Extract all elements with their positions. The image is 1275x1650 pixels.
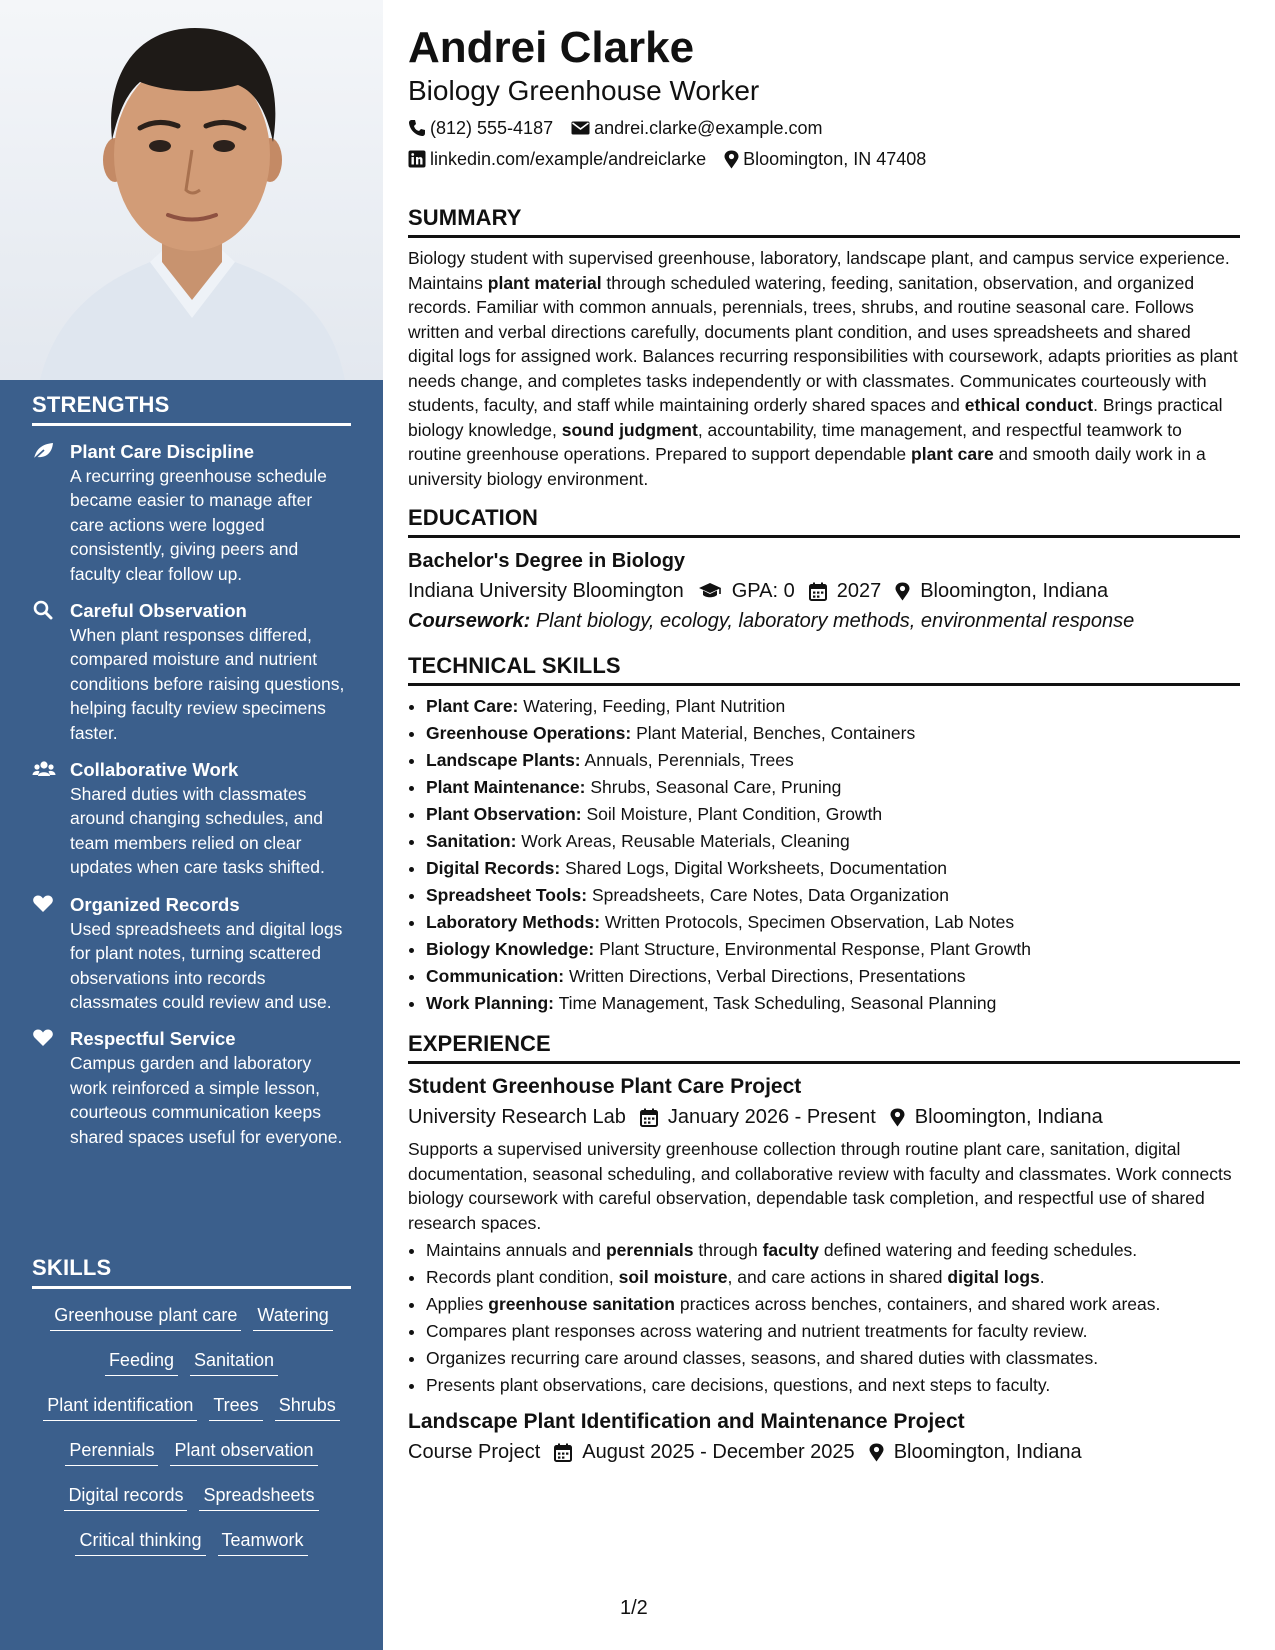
text-run: Presents plant observations, care decisions, questions, and next steps to faculty.	[426, 1375, 1051, 1395]
skill-tag: Digital records	[64, 1481, 187, 1511]
job-description: Supports a supervised university greenhouse collection through routine plant care, sanitation, digital documentation, seasonal scheduling, and collaborative review with faculty and classmates. Work connects biology coursework with careful observation, dependable task completion, and respectful use of shared research spaces.	[408, 1139, 1232, 1233]
skill-label: Work Planning:	[426, 993, 555, 1013]
list-item	[426, 855, 1240, 882]
linkedin-contact[interactable]	[408, 147, 706, 171]
users-icon	[32, 759, 54, 779]
skill-value: Written Directions, Verbal Directions, Presentations	[568, 966, 966, 986]
email-text: andrei.clarke@example.com	[594, 118, 823, 138]
skill-tag: Trees	[209, 1391, 262, 1421]
coursework-label: Coursework:	[408, 610, 531, 632]
text-run: practices across benches, containers, and shared work areas.	[674, 1294, 1161, 1314]
list-item	[426, 801, 1240, 828]
person-name: Andrei Clarke	[408, 23, 695, 72]
skill-label: Sanitation:	[426, 831, 517, 851]
job-dates-text: August 2025 - December 2025	[582, 1441, 855, 1463]
list-item	[426, 720, 1240, 747]
job-location	[890, 1103, 1103, 1131]
strength-text: Shared duties with classmates around changing schedules, and team members relied on clear updates when care tasks shifted.	[70, 784, 325, 878]
summary-text	[408, 246, 1240, 491]
skill-label: Plant Observation:	[426, 804, 582, 824]
skill-value: Written Protocols, Specimen Observation, Lab Notes	[604, 912, 1015, 932]
job-dates	[554, 1438, 854, 1466]
strength-text: A recurring greenhouse schedule became easier to manage after care actions were logged consistently, giving peers and faculty clear follow up.	[70, 466, 327, 584]
strengths-heading: STRENGTHS	[32, 392, 351, 426]
list-item	[426, 693, 1240, 720]
skill-tag: Perennials	[65, 1436, 158, 1466]
text-run: through	[693, 1240, 763, 1260]
contact-row	[408, 147, 1240, 171]
text-run: defined watering and feeding schedules.	[819, 1240, 1138, 1260]
calendar-icon	[554, 1443, 572, 1462]
list-item	[426, 828, 1240, 855]
skill-label: Communication:	[426, 966, 565, 986]
map-pin-icon	[890, 1108, 905, 1127]
list-item	[426, 1345, 1240, 1372]
list-item	[426, 747, 1240, 774]
summary-heading: SUMMARY	[408, 205, 1240, 238]
job-title: Landscape Plant Identification and Maintenance Project	[408, 1410, 965, 1433]
job-dates	[640, 1103, 876, 1131]
skill-label: Laboratory Methods:	[426, 912, 601, 932]
list-item	[426, 1318, 1240, 1345]
skill-tag: Greenhouse plant care	[50, 1301, 241, 1331]
skill-value: Watering, Feeding, Plant Nutrition	[523, 696, 786, 716]
linkedin-text: linkedin.com/example/andreiclarke	[430, 149, 707, 169]
text-run: Organizes recurring care around classes, seasons, and shared duties with classmates.	[426, 1348, 1099, 1368]
technical-skills-list	[408, 693, 1240, 1017]
strength-text: Campus garden and laboratory work reinforced a simple lesson, courteous communication keeps shared spaces useful for everyone.	[70, 1053, 343, 1147]
education-heading: EDUCATION	[408, 505, 1240, 538]
summary-section	[408, 205, 1240, 491]
skill-value: Shrubs, Seasonal Care, Pruning	[590, 777, 842, 797]
skill-value: Soil Moisture, Plant Condition, Growth	[586, 804, 883, 824]
text-run: and smooth daily work in a university biology environment.	[408, 444, 1206, 489]
technical-skills-heading: TECHNICAL SKILLS	[408, 653, 1240, 686]
text-run: Applies	[426, 1294, 489, 1314]
text-run: Biology student with supervised greenhouse, laboratory, landscape plant, and campus service experience. Maintains	[408, 248, 1230, 293]
technical-skills-section	[408, 653, 1240, 1017]
job-bullets	[408, 1237, 1240, 1399]
skills-heading: SKILLS	[32, 1255, 351, 1289]
list-item	[426, 1291, 1240, 1318]
strengths-section	[32, 392, 351, 1149]
heart-icon	[32, 1028, 54, 1048]
skill-tag: Plant observation	[170, 1436, 317, 1466]
strength-item	[32, 440, 351, 586]
bold-text: sound judgment	[561, 419, 698, 440]
list-item	[426, 774, 1240, 801]
strength-text: When plant responses differed, compared moisture and nutrient conditions before raising questions, helping faculty review specimens faster.	[70, 625, 345, 743]
job-meta	[408, 1438, 1240, 1466]
calendar-icon	[809, 582, 827, 601]
skill-label: Plant Care:	[426, 696, 519, 716]
leaf-icon	[32, 441, 54, 461]
skill-value: Plant Material, Benches, Containers	[636, 723, 916, 743]
job-entry	[408, 1073, 1240, 1399]
job-entry	[408, 1408, 1240, 1466]
skill-label: Biology Knowledge:	[426, 939, 595, 959]
strength-title: Collaborative Work	[70, 759, 239, 781]
text-run: Records plant condition,	[426, 1267, 619, 1287]
list-item	[426, 936, 1240, 963]
skill-label: Digital Records:	[426, 858, 561, 878]
skill-label: Greenhouse Operations:	[426, 723, 632, 743]
skill-tag: Plant identification	[43, 1391, 197, 1421]
bold-text: soil moisture	[618, 1267, 728, 1287]
skill-tag: Sanitation	[190, 1346, 278, 1376]
bold-text: digital logs	[947, 1267, 1040, 1287]
education-location-text: Bloomington, Indiana	[920, 580, 1109, 602]
bold-text: greenhouse sanitation	[488, 1294, 675, 1314]
list-item	[426, 882, 1240, 909]
heart-icon	[32, 894, 54, 914]
skill-tag: Critical thinking	[75, 1526, 205, 1556]
person-title: Biology Greenhouse Worker	[408, 75, 760, 106]
gpa-text: GPA: 0	[731, 580, 795, 602]
location-contact	[724, 147, 926, 171]
job-org: Course Project	[408, 1441, 541, 1463]
email-contact[interactable]	[571, 116, 822, 140]
text-run: Maintains annuals and	[426, 1240, 606, 1260]
location-text: Bloomington, IN 47408	[743, 149, 927, 169]
job-meta	[408, 1103, 1240, 1131]
bold-text: plant care	[911, 444, 994, 464]
experience-heading: EXPERIENCE	[408, 1031, 1240, 1064]
education-meta	[408, 577, 1240, 605]
job-location-text: Bloomington, Indiana	[893, 1441, 1082, 1463]
bold-text: ethical conduct	[964, 395, 1094, 415]
strength-item	[32, 758, 351, 880]
coursework-text: Plant biology, ecology, laboratory methods, environmental response	[535, 610, 1135, 632]
job-dates-text: January 2026 - Present	[667, 1106, 876, 1128]
map-pin-icon	[724, 150, 739, 169]
envelope-icon	[571, 120, 590, 136]
sidebar	[0, 0, 383, 1650]
experience-section	[408, 1031, 1240, 1466]
skill-value: Time Management, Task Scheduling, Seasonal Planning	[558, 993, 997, 1013]
map-pin-icon	[895, 582, 910, 601]
text-run: . Brings practical biology knowledge,	[408, 395, 1223, 440]
text-run: through scheduled watering, feeding, sanitation, observation, and organized records. Familiar with common annuals, perennials, trees, shrubs, and routine seasonal care. Follows written and verbal directions carefully, documents plant condition, and uses spreadsheets and shared digital logs for assigned work. Balances recurring responsibilities with coursework, adapts priorities as plant needs change, and completes tasks independently or with classmates. Communicates courteously with students, faculty, and staff while maintaining orderly shared spaces and	[408, 272, 1238, 415]
year-text: 2027	[836, 580, 882, 602]
skill-value: Shared Logs, Digital Worksheets, Documentation	[565, 858, 948, 878]
map-pin-icon	[869, 1443, 884, 1462]
job-org: University Research Lab	[408, 1106, 626, 1128]
text-run: Compares plant responses across watering and nutrient treatments for faculty review.	[426, 1321, 1088, 1341]
strength-title: Careful Observation	[70, 600, 247, 622]
list-item	[426, 1372, 1240, 1399]
contact-row	[408, 116, 1240, 140]
phone-contact[interactable]	[408, 116, 553, 140]
profile-photo	[0, 0, 383, 380]
skill-label: Plant Maintenance:	[426, 777, 586, 797]
skill-tags	[32, 1301, 351, 1556]
bold-text: perennials	[605, 1240, 694, 1260]
job-title: Student Greenhouse Plant Care Project	[408, 1075, 802, 1098]
skill-value: Spreadsheets, Care Notes, Data Organization	[591, 885, 949, 905]
skill-tag: Watering	[253, 1301, 332, 1331]
strength-title: Organized Records	[70, 893, 240, 915]
search-icon	[32, 600, 54, 620]
skills-section	[32, 1255, 351, 1556]
strength-title: Plant Care Discipline	[70, 441, 255, 462]
job-location-text: Bloomington, Indiana	[914, 1106, 1103, 1128]
coursework	[408, 607, 1240, 635]
strength-item	[32, 599, 351, 745]
list-item	[426, 990, 1240, 1017]
skill-value: Plant Structure, Environmental Response, Plant Growth	[599, 939, 1031, 959]
gpa-item	[698, 577, 795, 605]
job-location	[869, 1438, 1082, 1466]
degree-title: Bachelor's Degree in Biology	[408, 550, 686, 572]
phone-text: (812) 555-4187	[430, 118, 554, 138]
strength-text: Used spreadsheets and digital logs for plant notes, turning scattered observations into records classmates could review and use.	[70, 918, 343, 1012]
skill-value: Annuals, Perennials, Trees	[584, 750, 794, 770]
list-item	[426, 963, 1240, 990]
calendar-icon	[640, 1108, 658, 1127]
education-section	[408, 505, 1240, 635]
page-number: 1/2	[620, 1597, 648, 1619]
school-name: Indiana University Bloomington	[408, 580, 684, 602]
strength-item	[32, 893, 351, 1015]
graduation-cap-icon	[698, 582, 722, 600]
year-item	[809, 577, 882, 605]
phone-icon	[408, 119, 426, 137]
list-item	[426, 1264, 1240, 1291]
skill-tag: Spreadsheets	[199, 1481, 318, 1511]
skill-label: Landscape Plants:	[426, 750, 581, 770]
linkedin-icon	[408, 150, 426, 168]
skill-tag: Feeding	[105, 1346, 178, 1376]
strength-item	[32, 1027, 351, 1149]
list-item	[426, 909, 1240, 936]
text-run: , and care actions in shared	[727, 1267, 948, 1287]
bold-text: faculty	[762, 1240, 820, 1260]
main-content	[408, 22, 1240, 1466]
skill-value: Work Areas, Reusable Materials, Cleaning	[521, 831, 850, 851]
skill-label: Spreadsheet Tools:	[426, 885, 588, 905]
list-item	[426, 1237, 1240, 1264]
skill-tag: Teamwork	[218, 1526, 308, 1556]
text-run: .	[1039, 1267, 1045, 1287]
skill-tag: Shrubs	[275, 1391, 340, 1421]
text-run: , accountability, time management, and respectful teamwork to routine greenhouse operations. Prepared to support dependable	[408, 419, 1182, 464]
education-location	[895, 577, 1108, 605]
bold-text: plant material	[487, 272, 602, 293]
strength-title: Respectful Service	[70, 1028, 236, 1050]
